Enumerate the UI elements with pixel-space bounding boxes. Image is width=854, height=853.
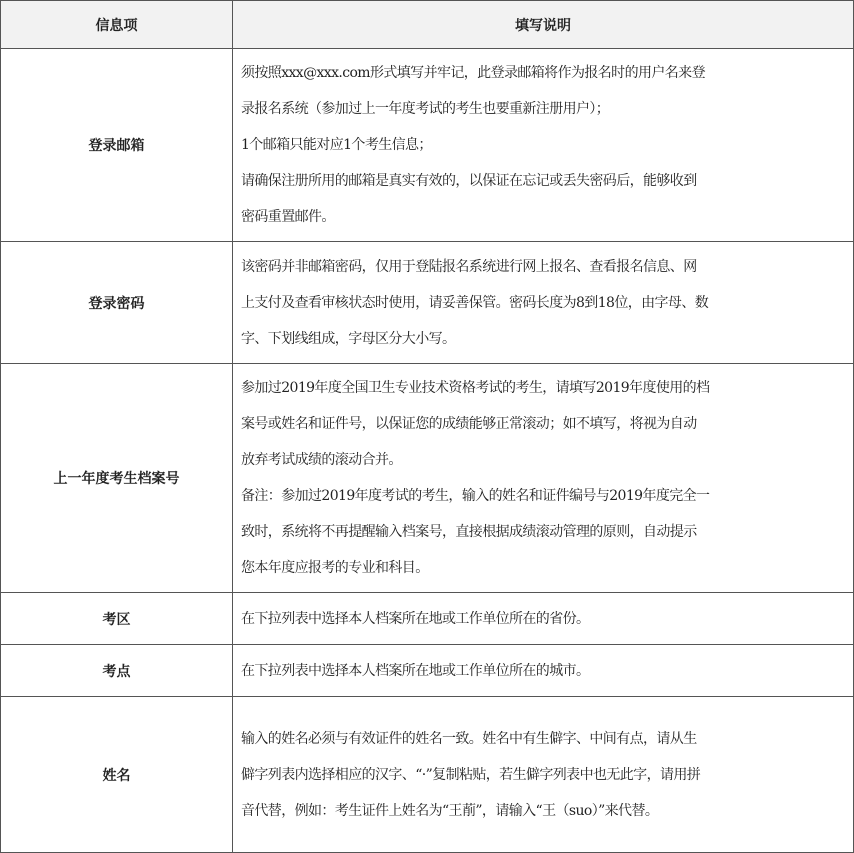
description-line: 参加过2019年度全国卫生专业技术资格考试的考生，请填写2019年度使用的档 — [241, 380, 710, 396]
description-line: 请确保注册所用的邮箱是真实有效的，以保证在忘记或丢失密码后，能够收到 — [241, 173, 697, 189]
description-line: 您本年度应报考的专业和科目。 — [241, 560, 429, 576]
description-line: 1个邮箱只能对应1个考生信息； — [241, 137, 432, 153]
description-line: 案号或姓名和证件号，以保证您的成绩能够正常滚动；如不填写，将视为自动 — [241, 416, 697, 432]
row-description — [233, 364, 854, 593]
row-label: 上一年度考生档案号 — [1, 364, 233, 593]
table-row — [1, 242, 854, 364]
table-row — [1, 49, 854, 242]
row-description — [233, 593, 854, 645]
description-line: 音代替，例如：考生证件上姓名为“王萷”，请输入“王（suo）”来代替。 — [241, 802, 659, 819]
table-row — [1, 593, 854, 645]
description-line: 放弃考试成绩的滚动合并。 — [241, 452, 402, 468]
row-label: 登录密码 — [1, 242, 233, 364]
table-row — [1, 364, 854, 593]
row-label: 登录邮箱 — [1, 49, 233, 242]
table-row — [1, 645, 854, 697]
description-line: 在下拉列表中选择本人档案所在地或工作单位所在的省份。 — [241, 610, 590, 627]
description-line: 该密码并非邮箱密码，仅用于登陆报名系统进行网上报名、查看报名信息、网 — [241, 258, 697, 275]
description-line: 密码重置邮件。 — [241, 209, 335, 225]
header-info-item: 信息项 — [1, 1, 233, 49]
row-label: 考区 — [1, 593, 233, 645]
row-description — [233, 49, 854, 242]
description-line: 录报名系统（参加过上一年度考试的考生也要重新注册用户）； — [241, 101, 610, 117]
description-line: 须按照xxx@xxx.com形式填写并牢记，此登录邮箱将作为报名时的用户名来登 — [241, 65, 705, 81]
description-line: 在下拉列表中选择本人档案所在地或工作单位所在的城市。 — [241, 662, 590, 679]
row-description — [233, 645, 854, 697]
row-description — [233, 697, 854, 853]
table-body — [1, 49, 854, 853]
description-line: 致时，系统将不再提醒输入档案号，直接根据成绩滚动管理的原则，自动提示 — [241, 524, 697, 540]
row-label: 考点 — [1, 645, 233, 697]
description-line: 备注：参加过2019年度考试的考生，输入的姓名和证件编号与2019年度完全一 — [241, 488, 710, 504]
header-instructions: 填写说明 — [233, 1, 854, 49]
description-line: 上支付及查看审核状态时使用，请妥善保管。密码长度为8到18位，由字母、数 — [241, 294, 709, 311]
row-label: 姓名 — [1, 697, 233, 853]
description-line: 僻字列表内选择相应的汉字、“·”复制粘贴，若生僻字列表中也无此字，请用拼 — [241, 766, 701, 783]
description-line: 字、下划线组成，字母区分大小写。 — [241, 330, 456, 347]
table-row — [1, 697, 854, 853]
table-header — [1, 1, 854, 49]
description-line: 输入的姓名必须与有效证件的姓名一致。姓名中有生僻字、中间有点，请从生 — [241, 730, 697, 747]
row-description — [233, 242, 854, 364]
